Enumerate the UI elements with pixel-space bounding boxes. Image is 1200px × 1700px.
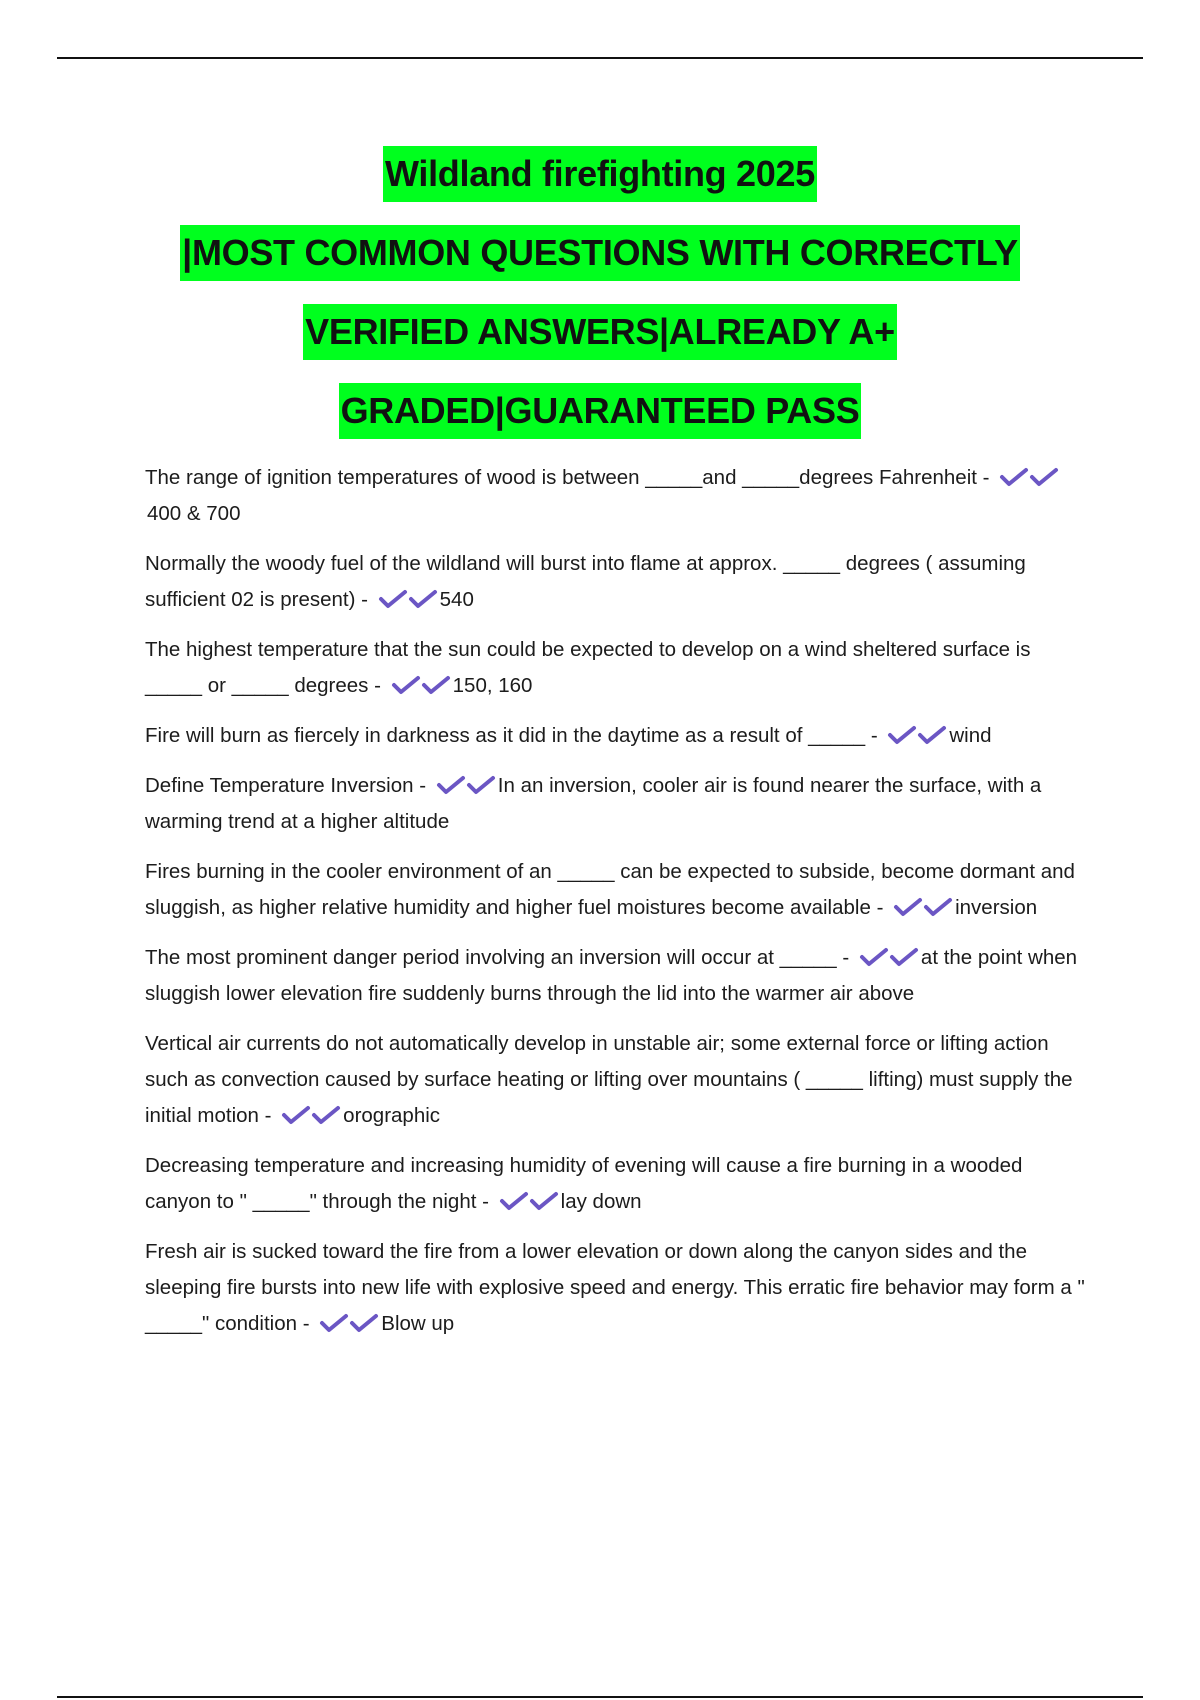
question-text: Define Temperature Inversion - [145,774,427,797]
double-check-icon [887,724,947,747]
check-icon [319,1313,349,1333]
answer-text: at the point when sluggish lower elevation fire suddenly burns through the lid into the warmer air above [145,946,1078,1005]
check-icon [529,1191,559,1211]
qa-item [145,1148,1090,1220]
check-icon [999,467,1029,487]
question-text: Fresh air is sucked toward the fire from a lower elevation or down along the canyon sides and the sleeping fire bursts into new life with explosive speed and energy. This erratic fire behavior may form a " _____" condition - [145,1240,1085,1335]
question-text: Fire will burn as fiercely in darkness as it did in the daytime as a result of _____ - [145,724,878,747]
double-check-icon [378,588,438,611]
answer-text: Blow up [381,1312,455,1335]
answer-text: lay down [560,1190,642,1213]
check-icon [281,1105,311,1125]
answer-text: 150, 160 [452,674,533,697]
check-icon [923,897,953,917]
question-text: Decreasing temperature and increasing humidity of evening will cause a fire burning in a wooded canyon to " _____" through the night - [145,1154,1023,1213]
check-icon [499,1191,529,1211]
check-icon [917,725,947,745]
check-icon [349,1313,379,1333]
check-icon [436,775,466,795]
answer-text: wind [949,724,992,747]
double-check-icon [281,1104,341,1127]
qa-item [145,460,1090,532]
double-check-icon [999,466,1059,489]
double-check-icon [499,1190,559,1213]
answer-text: 400 & 700 [147,502,241,525]
qa-item [145,1234,1090,1342]
qa-item [145,632,1090,704]
qa-list [145,460,1090,1356]
qa-item [145,940,1090,1012]
question-text: The most prominent danger period involving an inversion will occur at _____ - [145,946,850,969]
question-text: Normally the woody fuel of the wildland will burst into flame at approx. _____ degrees ( assuming sufficient 02 is present) - [145,552,1026,611]
qa-item [145,546,1090,618]
double-check-icon [436,774,496,797]
double-check-icon [391,674,451,697]
check-icon [421,675,451,695]
check-icon [378,589,408,609]
title-line: |MOST COMMON QUESTIONS WITH CORRECTLY [0,221,1200,300]
qa-item [145,718,1090,754]
answer-text: In an inversion, cooler air is found nearer the surface, with a warming trend at a higher altitude [145,774,1042,833]
question-text: Fires burning in the cooler environment of an _____ can be expected to subside, become dormant and sluggish, as higher relative humidity and higher fuel moistures become available - [145,860,1075,919]
document-title [0,142,1200,458]
check-icon [887,725,917,745]
answer-text: orographic [343,1104,441,1127]
check-icon [893,897,923,917]
check-icon [859,947,889,967]
qa-item [145,854,1090,926]
check-icon [408,589,438,609]
double-check-icon [319,1312,379,1335]
title-line: VERIFIED ANSWERS|ALREADY A+ [0,300,1200,379]
double-check-icon [859,946,919,969]
title-line: Wildland firefighting 2025 [0,142,1200,221]
check-icon [391,675,421,695]
qa-item [145,768,1090,840]
answer-text: 540 [439,588,474,611]
question-text: Vertical air currents do not automatically develop in unstable air; some external force or lifting action such as convection caused by surface heating or lifting over mountains ( _____ lifting) must supply the initial motion - [145,1032,1073,1127]
top-rule [57,57,1143,59]
answer-text: inversion [955,896,1038,919]
question-text: The range of ignition temperatures of wood is between _____and _____degrees Fahrenheit - [145,466,990,489]
qa-item [145,1026,1090,1134]
bottom-rule [57,1696,1143,1698]
check-icon [889,947,919,967]
question-text: The highest temperature that the sun could be expected to develop on a wind sheltered surface is _____ or _____ degrees - [145,638,1031,697]
check-icon [311,1105,341,1125]
title-line: GRADED|GUARANTEED PASS [0,379,1200,458]
check-icon [466,775,496,795]
check-icon [1029,467,1059,487]
double-check-icon [893,896,953,919]
